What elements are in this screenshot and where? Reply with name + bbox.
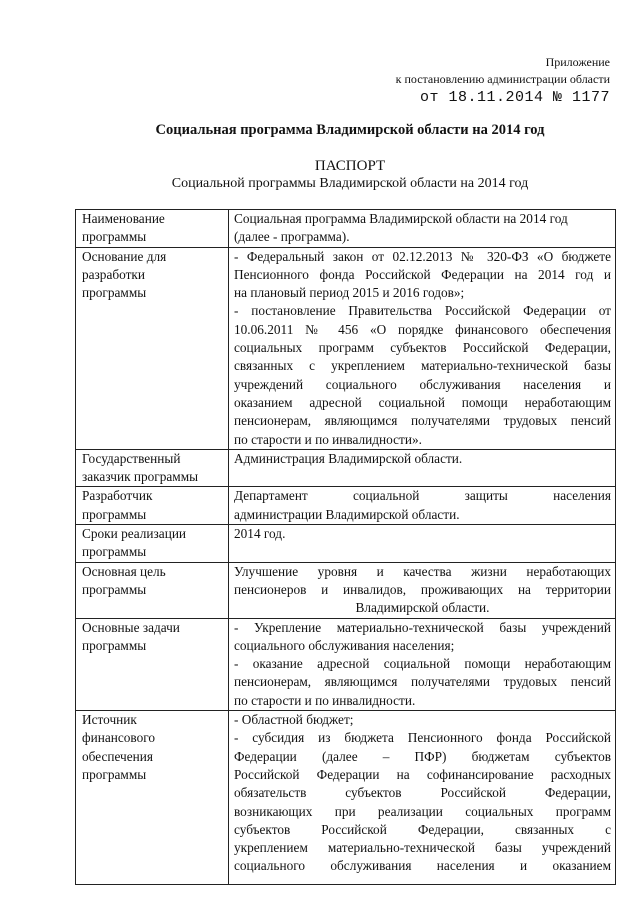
value-line: пенсионерам, являющимся получателями трудовых пенсий	[234, 413, 611, 429]
decree-date-number: от 18.11.2014 № 1177	[419, 89, 610, 106]
decree-reference: к постановлению администрации области	[395, 72, 610, 86]
document-title: Социальная программа Владимирской области на 2014 год	[155, 122, 545, 138]
row-value-cell	[229, 711, 616, 885]
label-line: заказчик программы	[82, 469, 199, 485]
row-label-cell	[76, 247, 229, 449]
table-row	[76, 210, 616, 248]
value-line: - постановление Правительства Российской Федерации от	[234, 303, 611, 319]
label-line: разработки	[82, 266, 145, 282]
label-line: Основание для	[82, 248, 167, 264]
value-line: связанных с укреплением материально-технической базы	[234, 358, 611, 374]
table-row	[76, 562, 616, 618]
value-line: - Федеральный закон от 02.12.2013 № 320-ФЗ «О бюджете	[234, 248, 611, 264]
value-line: - Укрепление материально-технической базы учреждений	[234, 619, 611, 635]
row-value-cell	[229, 487, 616, 525]
value-line: Администрация Владимирской области.	[234, 450, 463, 466]
value-line: - субсидия из бюджета Пенсионного фонда Российской	[234, 730, 611, 746]
value-line: 10.06.2011 № 456 «О порядке финансового обеспечения	[234, 321, 611, 337]
appendix-block	[396, 54, 610, 106]
label-line: программы	[82, 581, 147, 597]
value-line: администрации Владимирской области.	[234, 506, 460, 522]
row-value-cell	[229, 525, 616, 563]
table-row	[76, 247, 616, 449]
value-line: социальных программ субъектов Российской Федерации,	[234, 340, 611, 356]
label-line: программы	[82, 285, 147, 301]
value-line: Федерации (далее – ПФР) бюджетам субъектов	[234, 748, 611, 764]
label-line: программы	[82, 766, 147, 782]
value-line: - оказание адресной социальной помощи неработающим	[234, 656, 611, 672]
value-line: укреплением материально-технической базы учреждений	[234, 840, 611, 856]
value-line: социального обслуживания населения и оказанием	[234, 858, 611, 874]
value-line: возникающих при реализации социальных программ	[234, 803, 611, 819]
passport-table	[75, 209, 616, 885]
appendix-label: Приложение	[545, 55, 610, 69]
row-label-cell	[76, 562, 229, 618]
value-line: Департамент социальной защиты населения	[234, 488, 611, 504]
value-line: Улучшение уровня и качества жизни неработающих	[234, 563, 611, 579]
row-label-cell	[76, 525, 229, 563]
row-value-cell	[229, 562, 616, 618]
table-row	[76, 449, 616, 487]
row-label-cell	[76, 618, 229, 710]
value-line: Российской Федерации на софинансирование расходных	[234, 766, 611, 782]
label-line: обеспечения	[82, 748, 153, 764]
value-line: на плановый период 2015 и 2016 годов»;	[234, 285, 465, 301]
label-line: финансового	[82, 730, 156, 746]
label-line: Основные задачи	[82, 619, 180, 635]
row-value-cell	[229, 210, 616, 248]
value-line: 2014 год.	[234, 526, 286, 542]
label-line: Наименование	[82, 211, 165, 226]
value-line: учреждений социального обслуживания населения и	[234, 376, 611, 392]
row-label-cell	[76, 487, 229, 525]
row-label-cell	[76, 210, 229, 248]
label-line: программы	[82, 544, 147, 560]
label-line: Источник	[82, 712, 137, 728]
label-line: Государственный	[82, 450, 181, 466]
table-row	[76, 487, 616, 525]
passport-subheading: Социальной программы Владимирской области на 2014 год	[171, 176, 529, 191]
label-line: Разработчик	[82, 488, 153, 504]
value-line: социального обслуживания населения;	[234, 637, 455, 653]
value-line: Социальная программа Владимирской области на 2014 год	[234, 211, 568, 226]
row-label-cell	[76, 449, 229, 487]
passport-table-body	[76, 210, 616, 885]
value-line: оказанием адресной социальной помощи неработающим	[234, 394, 611, 410]
label-line: программы	[82, 229, 147, 245]
label-line: Сроки реализации	[82, 526, 187, 542]
row-value-cell	[229, 247, 616, 449]
table-row	[76, 618, 616, 710]
value-line: пенсионерам, являющимся получателями трудовых пенсий	[234, 674, 611, 690]
value-line: - Областной бюджет;	[234, 712, 354, 728]
value-line: обязательств субъектов Российской Федерации,	[234, 785, 611, 801]
label-line: программы	[82, 637, 147, 653]
value-line: по старости и по инвалидности».	[234, 431, 422, 447]
value-line: субъектов Российской Федерации, связанных с	[234, 821, 611, 837]
value-line: Владимирской области.	[355, 600, 490, 616]
value-line: по старости и по инвалидности.	[234, 692, 416, 708]
row-value-cell	[229, 618, 616, 710]
label-line: программы	[82, 506, 147, 522]
row-value-cell	[229, 449, 616, 487]
table-row	[76, 525, 616, 563]
passport-heading: ПАСПОРТ	[314, 158, 386, 174]
cut-off-line	[234, 876, 611, 884]
value-line: (далее - программа).	[234, 229, 350, 245]
table-row	[76, 711, 616, 885]
value-line: пенсионеров и инвалидов, проживающих на территории	[234, 581, 611, 597]
label-line: Основная цель	[82, 563, 166, 579]
value-line: Пенсионного фонда Российской Федерации на 2014 год и	[234, 266, 611, 282]
row-label-cell	[76, 711, 229, 885]
